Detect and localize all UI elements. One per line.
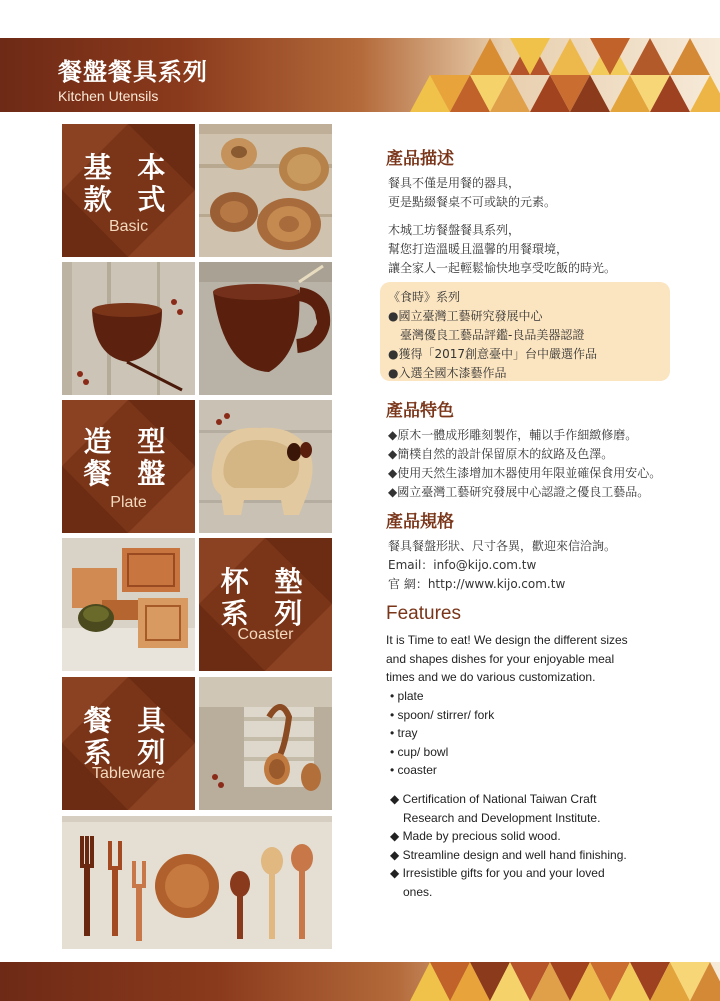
- elephant-tray-photo: [199, 400, 332, 533]
- description-line: 幫您打造溫暖且溫馨的用餐環境，: [388, 242, 569, 256]
- award-line: 臺灣優良工藝品評鑑-良品美器認證: [400, 328, 585, 342]
- website-link[interactable]: 官 網：http://www.kijo.com.tw: [388, 577, 566, 591]
- features-heading: Features: [386, 603, 461, 624]
- footer-banner: [0, 962, 720, 1001]
- page-title: 餐盤餐具系列: [58, 58, 208, 86]
- wooden-mug-photo: [199, 262, 332, 395]
- award-line: 《食時》系列: [388, 290, 461, 304]
- carved-spoon-photo: [199, 677, 332, 810]
- list-item: ◆ Irresistible gifts for you and your loved: [390, 866, 605, 880]
- list-item: • spoon/ stirrer/ fork: [390, 707, 495, 722]
- list-item: • plate: [390, 689, 424, 703]
- award-line: ●入選全國木漆藝作品: [388, 366, 507, 380]
- wooden-plates-photo: [199, 124, 332, 257]
- list-item: ◆ Made by precious solid wood.: [390, 829, 561, 843]
- category-label-zh-1: 造 型: [83, 425, 174, 458]
- specs-heading: 產品規格: [386, 512, 454, 532]
- category-label-zh-1: 杯 墊: [220, 565, 311, 598]
- category-label-en: Coaster: [237, 626, 294, 643]
- email-link[interactable]: Email：info@kijo.com.tw: [388, 558, 537, 572]
- category-label-en: Tableware: [92, 765, 165, 782]
- features-line: times and we do various customization.: [386, 670, 596, 684]
- list-item: ◆使用天然生漆增加木器使用年限並確保食用安心。: [388, 466, 662, 480]
- description-line: 讓全家人一起輕鬆愉快地享受吃飯的時光。: [388, 261, 617, 275]
- wooden-bowl-photo: [62, 262, 195, 395]
- list-item: ◆ Streamline design and well hand finishing.: [390, 847, 627, 862]
- list-item: ◆原木一體成形雕刻製作，輔以手作細緻修磨。: [388, 428, 638, 442]
- category-label-zh-2: 餐 盤: [83, 457, 174, 490]
- description-line: 更是點綴餐桌不可或缺的元素。: [388, 195, 557, 209]
- utensil-set-photo: [62, 816, 332, 949]
- characteristics-list: [388, 426, 661, 502]
- features-bullets: [390, 687, 494, 780]
- description-line: 木城工坊餐盤餐具系列，: [388, 223, 521, 237]
- category-label-en: Plate: [110, 494, 147, 511]
- triangle-pattern-decoration: [410, 38, 720, 112]
- list-item: ones.: [403, 884, 433, 899]
- list-item: ◆簡樸自然的設計保留原木的紋路及色澤。: [388, 447, 614, 461]
- description-line: 餐具不僅是用餐的器具，: [388, 176, 521, 190]
- features-intro: [386, 631, 628, 687]
- list-item: Research and Development Institute.: [403, 810, 601, 825]
- list-item: ◆國立臺灣工藝研究發展中心認證之優良工藝品。: [388, 485, 650, 499]
- page-subtitle: Kitchen Utensils: [58, 88, 159, 104]
- awards-box: [380, 282, 670, 381]
- characteristics-heading: 產品特色: [386, 401, 454, 421]
- award-line: ●國立臺灣工藝研究發展中心: [388, 309, 543, 323]
- category-tile-plate: [62, 400, 195, 533]
- features-line: It is Time to eat! We design the different sizes: [386, 633, 628, 647]
- description-text-2: [388, 221, 616, 278]
- category-label-zh-1: 餐 具: [83, 704, 174, 737]
- list-item: • coaster: [390, 763, 437, 777]
- award-line: ●獲得「2017創意臺中」台中嚴選作品: [388, 347, 598, 361]
- category-label-en: Basic: [108, 218, 149, 235]
- list-item: • tray: [390, 726, 418, 740]
- features-diamonds: [390, 790, 627, 901]
- coaster-set-photo: [62, 538, 195, 671]
- specs-text: [388, 537, 616, 594]
- category-label-zh-2: 款 式: [83, 183, 174, 216]
- category-tile-coaster: [199, 538, 332, 671]
- description-heading: 產品描述: [386, 149, 454, 169]
- category-label-zh-2: 系 列: [220, 597, 311, 630]
- list-item: • cup/ bowl: [390, 744, 449, 759]
- category-tile-tableware: [62, 677, 195, 810]
- description-text: [388, 174, 556, 212]
- header-banner: [0, 38, 720, 112]
- list-item: ◆ Certification of National Taiwan Craft: [390, 792, 597, 806]
- specs-line: 餐具餐盤形狀、尺寸各異，歡迎來信洽詢。: [388, 539, 617, 553]
- category-label-zh-1: 基 本: [83, 151, 174, 184]
- triangle-pattern-decoration: [410, 962, 720, 1001]
- features-line: and shapes dishes for your enjoyable meal: [386, 651, 615, 666]
- category-label-zh-2: 系 列: [83, 736, 174, 769]
- category-tile-basic: [62, 124, 195, 257]
